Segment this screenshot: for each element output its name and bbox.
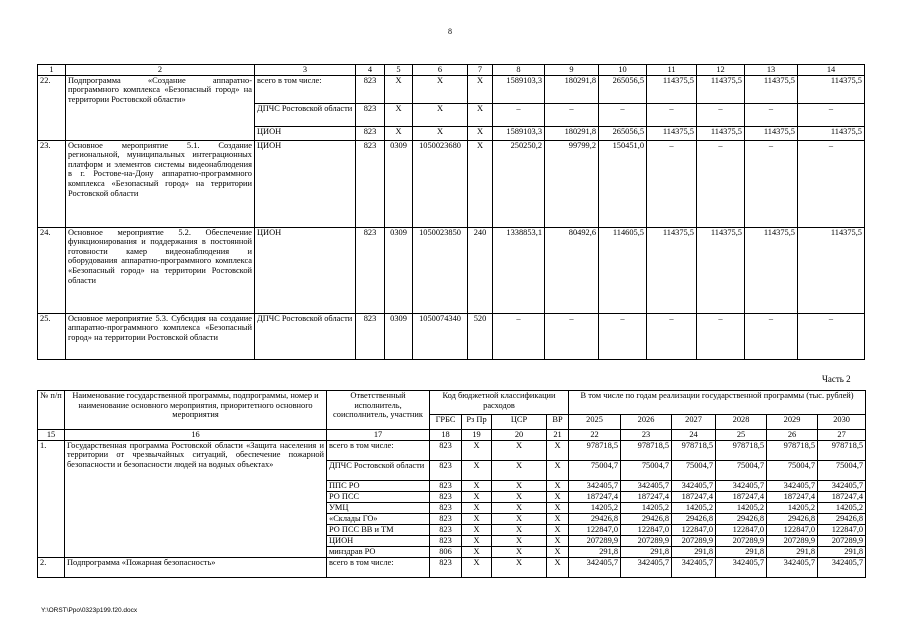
value-cell: 29426,8 (621, 513, 672, 524)
rzpr-cell: Х (462, 491, 492, 502)
value-cell: 114375,5 (697, 75, 745, 103)
header-code: Код бюджетной классификации расходов (430, 391, 569, 415)
rzpr-cell: 0309 (385, 227, 413, 313)
header-cell: 20 (492, 430, 547, 441)
csr-cell: 1050023850 (413, 227, 468, 313)
header-cell: 21 (547, 430, 569, 441)
rzpr-cell: Х (462, 440, 492, 460)
row-number: 22. (38, 75, 66, 140)
value-cell: 342405,7 (818, 557, 866, 577)
grbs-cell: 823 (430, 535, 462, 546)
page-number: 8 (448, 27, 452, 36)
executor-cell: ДПЧС Ростовской области (327, 460, 430, 480)
grbs-cell: 823 (356, 103, 385, 126)
value-cell: 29426,8 (818, 513, 866, 524)
vr-cell: Х (468, 103, 493, 126)
header-cell: 15 (38, 430, 65, 441)
value-cell: 114375,5 (798, 126, 865, 140)
value-cell: 80492,6 (545, 227, 599, 313)
csr-cell: Х (492, 535, 547, 546)
value-cell: – (493, 313, 545, 359)
part2-table (37, 390, 866, 578)
header-year: 2030 (818, 415, 866, 430)
value-cell: – (697, 103, 745, 126)
vr-cell: Х (547, 480, 569, 491)
value-cell: – (647, 313, 697, 359)
header-executor: Ответственный исполнитель, соисполнитель, участник (327, 391, 430, 430)
vr-cell: 240 (468, 227, 493, 313)
vr-cell: 520 (468, 313, 493, 359)
value-cell: 114375,5 (697, 227, 745, 313)
value-cell: 114375,5 (647, 126, 697, 140)
column-number-row (38, 430, 866, 441)
table-row (38, 440, 866, 460)
value-cell: 978718,5 (672, 440, 716, 460)
value-cell: 122847,0 (767, 524, 818, 535)
row-number: 25. (38, 313, 66, 359)
csr-cell: Х (492, 480, 547, 491)
header-no: № п/п (38, 391, 65, 430)
header-cell: 25 (716, 430, 767, 441)
vr-cell: Х (547, 535, 569, 546)
grbs-cell: 823 (356, 126, 385, 140)
value-cell: 187247,4 (716, 491, 767, 502)
file-path-footer: Y:\ORST\Ppo\0323p199.f20.docx (41, 607, 138, 614)
csr-cell: Х (413, 126, 468, 140)
value-cell: 180291,8 (545, 75, 599, 103)
value-cell: – (745, 140, 798, 227)
vr-cell: Х (547, 491, 569, 502)
csr-cell: Х (492, 502, 547, 513)
value-cell: 207289,9 (672, 535, 716, 546)
grbs-cell: 823 (430, 524, 462, 535)
row-name: Подпрограмма «Создание аппаратно-программного комплекса «Безопасный город» на территории Ростовской области» (66, 75, 255, 140)
header-cell: 6 (413, 65, 468, 76)
vr-cell: Х (468, 126, 493, 140)
value-cell: 1338853,1 (493, 227, 545, 313)
header-cell: 24 (672, 430, 716, 441)
value-cell: 114375,5 (745, 227, 798, 313)
header-years: В том числе по годам реализации государственной программы (тыс. рублей) (569, 391, 866, 415)
value-cell: – (745, 103, 798, 126)
grbs-cell: 823 (430, 491, 462, 502)
value-cell: 14205,2 (569, 502, 621, 513)
value-cell: 342405,7 (818, 480, 866, 491)
row-name: Подпрограмма «Пожарная безопасность» (65, 557, 327, 577)
value-cell: 342405,7 (767, 557, 818, 577)
value-cell: 291,8 (818, 546, 866, 557)
header-year: 2028 (716, 415, 767, 430)
row-number: 1. (38, 440, 65, 557)
executor-cell: РО ПСС ВВ и ТМ (327, 524, 430, 535)
rzpr-cell: 0309 (385, 140, 413, 227)
header-cell: 10 (599, 65, 647, 76)
header-cell: 9 (545, 65, 599, 76)
value-cell: 75004,7 (621, 460, 672, 480)
value-cell: 114605,5 (599, 227, 647, 313)
value-cell: – (697, 313, 745, 359)
header-cell: 19 (462, 430, 492, 441)
row-number: 24. (38, 227, 66, 313)
csr-cell: Х (413, 75, 468, 103)
vr-cell: Х (547, 513, 569, 524)
rzpr-cell: Х (462, 460, 492, 480)
header-cell: 27 (818, 430, 866, 441)
rzpr-cell: Х (462, 524, 492, 535)
value-cell: 265056,5 (599, 126, 647, 140)
value-cell: – (647, 140, 697, 227)
value-cell: 207289,9 (818, 535, 866, 546)
value-cell: – (599, 103, 647, 126)
grbs-cell: 823 (356, 140, 385, 227)
value-cell: 291,8 (716, 546, 767, 557)
header-cell: 3 (255, 65, 356, 76)
executor-cell: ДПЧС Ростовской области (255, 103, 356, 126)
csr-cell: 1050023680 (413, 140, 468, 227)
header-grbs: ГРБС (430, 415, 462, 430)
value-cell: 342405,7 (569, 480, 621, 491)
row-number: 2. (38, 557, 65, 577)
value-cell: – (599, 313, 647, 359)
value-cell: 342405,7 (716, 480, 767, 491)
header-name: Наименование государственной программы, подпрограммы, номер и наименование основного мероприятия, приоритетного основного мероприятия (65, 391, 327, 430)
csr-cell: Х (413, 103, 468, 126)
value-cell: 75004,7 (672, 460, 716, 480)
value-cell: 14205,2 (767, 502, 818, 513)
header-cell: 5 (385, 65, 413, 76)
value-cell: 114375,5 (798, 75, 865, 103)
value-cell: 122847,0 (672, 524, 716, 535)
value-cell: 187247,4 (818, 491, 866, 502)
header-vr: ВР (547, 415, 569, 430)
value-cell: 122847,0 (716, 524, 767, 535)
csr-cell: Х (492, 440, 547, 460)
rzpr-cell: Х (462, 480, 492, 491)
table-row (38, 140, 865, 227)
value-cell: 180291,8 (545, 126, 599, 140)
value-cell: 265056,5 (599, 75, 647, 103)
executor-cell: всего в том числе: (327, 440, 430, 460)
executor-cell: ЦИОН (255, 126, 356, 140)
vr-cell: Х (468, 75, 493, 103)
header-cell: 26 (767, 430, 818, 441)
value-cell: – (545, 313, 599, 359)
value-cell: – (745, 313, 798, 359)
value-cell: 114375,5 (745, 126, 798, 140)
header-year: 2026 (621, 415, 672, 430)
grbs-cell: 823 (430, 557, 462, 577)
value-cell: – (798, 313, 865, 359)
value-cell: 250250,2 (493, 140, 545, 227)
vr-cell: Х (547, 440, 569, 460)
header-year: 2027 (672, 415, 716, 430)
value-cell: 122847,0 (818, 524, 866, 535)
grbs-cell: 823 (430, 480, 462, 491)
vr-cell: Х (547, 546, 569, 557)
header-cell: 17 (327, 430, 430, 441)
rzpr-cell: Х (385, 75, 413, 103)
value-cell: 187247,4 (569, 491, 621, 502)
header-cell: 13 (745, 65, 798, 76)
vr-cell: Х (547, 502, 569, 513)
value-cell: 29426,8 (672, 513, 716, 524)
row-name: Основное мероприятие 5.1. Создание региональной, муниципальных интеграционных платформ и элементов системы видеонаблюдения в г. Ростове-на-Дону аппаратно-программного комплекса «Безопасный город» на территории Ростовской области (66, 140, 255, 227)
value-cell: 342405,7 (672, 480, 716, 491)
header-cell: 14 (798, 65, 865, 76)
value-cell: 29426,8 (716, 513, 767, 524)
value-cell: 291,8 (569, 546, 621, 557)
value-cell: 187247,4 (767, 491, 818, 502)
executor-cell: минздрав РО (327, 546, 430, 557)
value-cell: 291,8 (621, 546, 672, 557)
rzpr-cell: Х (462, 546, 492, 557)
executor-cell: ЦИОН (255, 140, 356, 227)
header-cell: 1 (38, 65, 66, 76)
row-name: Государственная программа Ростовской области «Защита населения и территории от чрезвычайных ситуаций, обеспечение пожарной безопасности и безопасности людей на водных объектах» (65, 440, 327, 557)
header-cell: 22 (569, 430, 621, 441)
header-cell: 12 (697, 65, 745, 76)
value-cell: 342405,7 (767, 480, 818, 491)
executor-cell: ЦИОН (327, 535, 430, 546)
header-year: 2025 (569, 415, 621, 430)
value-cell: 207289,9 (767, 535, 818, 546)
header-cell: 18 (430, 430, 462, 441)
value-cell: 207289,9 (621, 535, 672, 546)
value-cell: 978718,5 (818, 440, 866, 460)
header-year: 2029 (767, 415, 818, 430)
grbs-cell: 823 (356, 227, 385, 313)
value-cell: 291,8 (672, 546, 716, 557)
value-cell: 291,8 (767, 546, 818, 557)
csr-cell: Х (492, 524, 547, 535)
value-cell: 14205,2 (818, 502, 866, 513)
value-cell: 978718,5 (621, 440, 672, 460)
value-cell: 978718,5 (767, 440, 818, 460)
grbs-cell: 823 (430, 502, 462, 513)
value-cell: 29426,8 (569, 513, 621, 524)
grbs-cell: 823 (356, 313, 385, 359)
executor-cell: РО ПСС (327, 491, 430, 502)
value-cell: 150451,0 (599, 140, 647, 227)
value-cell: 114375,5 (647, 75, 697, 103)
value-cell: 75004,7 (818, 460, 866, 480)
csr-cell: Х (492, 513, 547, 524)
row-name: Основное мероприятие 5.3. Субсидия на создание аппаратно-программного комплекса «Безопасный город» на территории Ростовской области (66, 313, 255, 359)
header-cell: 2 (66, 65, 255, 76)
executor-cell: всего в том числе: (255, 75, 356, 103)
value-cell: 14205,2 (716, 502, 767, 513)
table-row (38, 313, 865, 359)
header-cell: 4 (356, 65, 385, 76)
value-cell: 207289,9 (716, 535, 767, 546)
value-cell: 342405,7 (621, 480, 672, 491)
rzpr-cell: Х (462, 535, 492, 546)
executor-cell: «Склады ГО» (327, 513, 430, 524)
grbs-cell: 806 (430, 546, 462, 557)
csr-cell: 1050074340 (413, 313, 468, 359)
header-csr: ЦСР (492, 415, 547, 430)
executor-cell: всего в том числе: (327, 557, 430, 577)
value-cell: 114375,5 (647, 227, 697, 313)
value-cell: 122847,0 (621, 524, 672, 535)
value-cell: 978718,5 (716, 440, 767, 460)
value-cell: 122847,0 (569, 524, 621, 535)
value-cell: 1589103,3 (493, 75, 545, 103)
grbs-cell: 823 (356, 75, 385, 103)
row-number: 23. (38, 140, 66, 227)
value-cell: – (545, 103, 599, 126)
value-cell: 14205,2 (621, 502, 672, 513)
value-cell: 978718,5 (569, 440, 621, 460)
header-row (38, 391, 866, 415)
csr-cell: Х (492, 460, 547, 480)
value-cell: 207289,9 (569, 535, 621, 546)
vr-cell: Х (547, 460, 569, 480)
header-cell: 11 (647, 65, 697, 76)
vr-cell: Х (547, 524, 569, 535)
value-cell: – (493, 103, 545, 126)
rzpr-cell: Х (385, 126, 413, 140)
part-label: Часть 2 (822, 374, 851, 384)
rzpr-cell: Х (462, 557, 492, 577)
table-row (38, 227, 865, 313)
executor-cell: ЦИОН (255, 227, 356, 313)
executor-cell: ППС РО (327, 480, 430, 491)
executor-cell: УМЦ (327, 502, 430, 513)
grbs-cell: 823 (430, 513, 462, 524)
value-cell: 29426,8 (767, 513, 818, 524)
value-cell: 114375,5 (697, 126, 745, 140)
value-cell: 342405,7 (569, 557, 621, 577)
value-cell: 114375,5 (745, 75, 798, 103)
header-cell: 7 (468, 65, 493, 76)
value-cell: – (798, 103, 865, 126)
value-cell: 187247,4 (621, 491, 672, 502)
value-cell: 14205,2 (672, 502, 716, 513)
rzpr-cell: Х (385, 103, 413, 126)
continuation-table (37, 64, 865, 360)
value-cell: 75004,7 (716, 460, 767, 480)
header-cell: 16 (65, 430, 327, 441)
value-cell: 75004,7 (569, 460, 621, 480)
header-cell: 8 (493, 65, 545, 76)
executor-cell: ДПЧС Ростовской области (255, 313, 356, 359)
value-cell: – (697, 140, 745, 227)
grbs-cell: 823 (430, 440, 462, 460)
table-row (38, 75, 865, 103)
vr-cell: Х (547, 557, 569, 577)
rzpr-cell: 0309 (385, 313, 413, 359)
value-cell: 342405,7 (716, 557, 767, 577)
value-cell: 187247,4 (672, 491, 716, 502)
row-name: Основное мероприятие 5.2. Обеспечение функционирования и поддержания в постоянной готовности камер видеонаблюдения и оборудования аппаратно-программного комплекса «Безопасный город» на территории Ростовской области (66, 227, 255, 313)
header-rzpr: Рз Пр (462, 415, 492, 430)
grbs-cell: 823 (430, 460, 462, 480)
csr-cell: Х (492, 491, 547, 502)
column-number-row (38, 65, 865, 76)
value-cell: 99799,2 (545, 140, 599, 227)
value-cell: 1589103,3 (493, 126, 545, 140)
value-cell: – (647, 103, 697, 126)
value-cell: 75004,7 (767, 460, 818, 480)
table-row (38, 557, 866, 577)
rzpr-cell: Х (462, 502, 492, 513)
value-cell: 342405,7 (672, 557, 716, 577)
csr-cell: Х (492, 557, 547, 577)
csr-cell: Х (492, 546, 547, 557)
value-cell: – (798, 140, 865, 227)
rzpr-cell: Х (462, 513, 492, 524)
header-cell: 23 (621, 430, 672, 441)
value-cell: 114375,5 (798, 227, 865, 313)
value-cell: 342405,7 (621, 557, 672, 577)
vr-cell: Х (468, 140, 493, 227)
